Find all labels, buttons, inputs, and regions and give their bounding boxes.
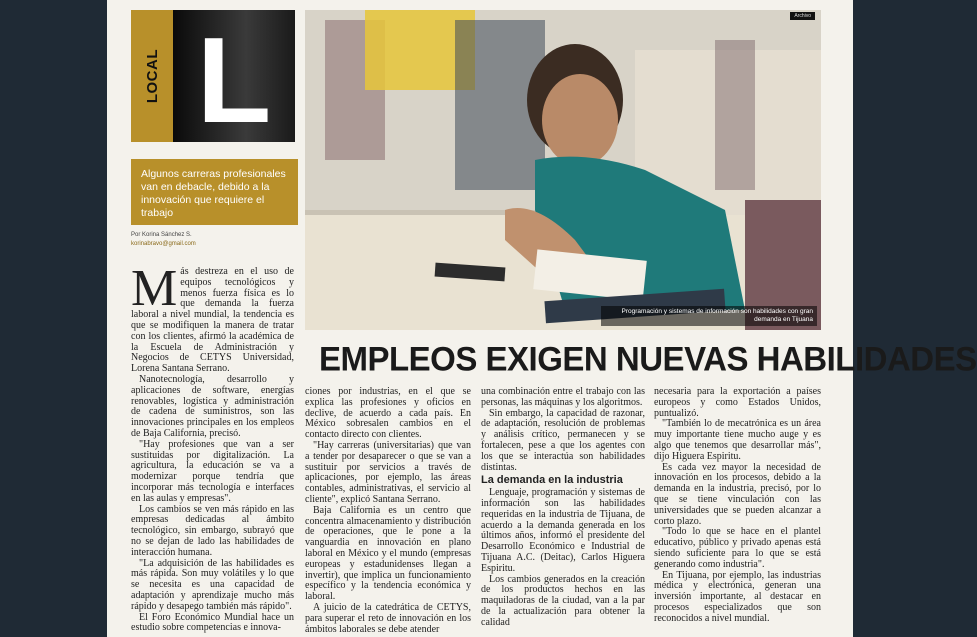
column-2 bbox=[305, 387, 471, 637]
paragraph: una combinación entre el trabajo con las personas, las máquinas y los algoritmos. bbox=[481, 386, 645, 408]
paragraph: "Hay profesiones que van a ser sustituidas por digitalización. La agricultura, la educación se va a modernizar porque tendría que incorporar más tecnología e interfaces en las aulas y empresas". bbox=[131, 438, 294, 504]
paragraph: "Hay carreras (universitarias) que van a tender por desaparecer o que se van a sustituir por servicios a través de aplicaciones, por ejemplo, las áreas contables, administrativas, el servicio al cliente", explicó Santana Serrano. bbox=[305, 439, 471, 505]
column-4 bbox=[654, 387, 821, 637]
paragraph: El Foro Económico Mundial hace un estudio sobre competencias e innova- bbox=[131, 611, 294, 634]
section-tag-label: LOCAL bbox=[143, 48, 161, 104]
byline bbox=[131, 231, 196, 249]
photo-credit: Archivo bbox=[790, 12, 815, 20]
paragraph: necesaria para la exportación a países europeos y como Estados Unidos, puntualizó. bbox=[654, 386, 821, 419]
section-letter: L bbox=[196, 12, 272, 148]
article-subtitle: Algunos carreras profesionales van en debacle, debido a la innovación que requiere el trabajo bbox=[131, 159, 298, 225]
paragraph: Los cambios generados en la creación de los productos hechos en las maquiladoras de la ciudad, van a la par de la actualización para obtener la calidad bbox=[481, 573, 645, 628]
section-tag bbox=[131, 10, 173, 142]
section-letter-block bbox=[173, 10, 295, 148]
headline: EMPLEOS EXIGEN NUEVAS HABILIDADES bbox=[319, 339, 977, 378]
paragraph: "Todo lo que se hace en el plantel educativo, público y privado apenas está siendo suficiente para lo que se está generando como industria". bbox=[654, 526, 821, 570]
article-photo bbox=[305, 10, 821, 330]
paragraph: Es cada vez mayor la necesidad de innovación en los procesos, debido a la demanda en la industria, precisó, por lo que se tiene vinculación con las universidades que se pueden alcanzar a corto plazo. bbox=[654, 461, 821, 527]
paragraph-text: ás destreza en el uso de equipos tecnológicos y menos fuerza física es lo que demanda la fuerza laboral a nivel mundial, la tendencia es que se modifiquen la manera de tratar con los clientes, afirmó la académica de la Escuela de Administración y Negocios de CETYS Universidad, Lorena Santana Serrano. bbox=[131, 266, 294, 375]
paragraph: ciones por industrias, en el que se explica las profesiones y oficios en declive, de acuerdo a cada país. En México sobresalen cambios en el contacto directo con clientes. bbox=[305, 386, 471, 441]
column-3 bbox=[481, 387, 645, 637]
student-studying-image bbox=[305, 10, 821, 330]
paragraph: Sin embargo, la capacidad de razonar, de adaptación, resolución de problemas y análisis crítico, permanecen y se fortalecen, pese a que los agentes con los que se interactúa son habilidades distintas. bbox=[481, 407, 645, 473]
paragraph: "También lo de mecatrónica es un área muy importante tiene mucho auge y es algo que tenemos que desarrollar más", dijo Higuera Espiritu. bbox=[654, 418, 821, 462]
paragraph: Baja California es un centro que concentra almacenamiento y distribución de operaciones, que le pone a la vanguardia en innovación en plano laboral en México y el mundo (empresas europeas y estadunidenses llegan a invertir), que implica un funcionamiento específico y la tendencia económica y laboral. bbox=[305, 504, 471, 603]
photo-caption: Programación y sistemas de información son habilidades con gran demanda en Tijuana bbox=[601, 306, 817, 326]
paragraph: Lenguaje, programación y sistemas de información son las habilidades requeridas en la industria de Tijuana, de acuerdo a la demanda generada en los últimos años, informó el presidente del Desarrollo Económico e Industrial de Tijuana A.C. (Deitac), Carlos Higuera Espiritu. bbox=[481, 487, 645, 574]
paragraph: Los cambios se ven más rápido en las empresas dedicadas al ámbito tecnológico, sin embargo, subrayó que no se dejan de lado las habilidades de interacción humana. bbox=[131, 503, 294, 558]
paragraph: En Tijuana, por ejemplo, las industrias médica y electrónica, generan una inversión importante, al destacar en procesos especializados que son reconocidos a nivel mundial. bbox=[654, 569, 821, 624]
subheading: La demanda en la industria bbox=[481, 474, 623, 487]
newspaper-page bbox=[107, 0, 977, 637]
section-logo bbox=[131, 10, 295, 148]
byline-email: korinabravo@gmail.com bbox=[131, 241, 196, 247]
paragraph: A juicio de la catedrática de CETYS, para superar el reto de innovación en los ámbitos laborales se debe atender bbox=[305, 601, 471, 635]
paragraph: Nanotecnología, desarrollo y aplicaciones de software, energías renovables, logística y administración de cadena de suministros, son las innovaciones principales en los empleos de Baja California, precisó. bbox=[131, 373, 294, 439]
drop-cap: M bbox=[131, 260, 178, 317]
paragraph bbox=[131, 260, 294, 375]
column-1 bbox=[131, 260, 294, 637]
byline-author: Por Korina Sánchez S. bbox=[131, 232, 192, 238]
paragraph: "La adquisición de las habilidades es más rápida. Son muy volátiles y lo que se necesita es una capacidad de adaptación y aprendizaje mucho más rápido y desapego también más rápido". bbox=[131, 557, 294, 612]
